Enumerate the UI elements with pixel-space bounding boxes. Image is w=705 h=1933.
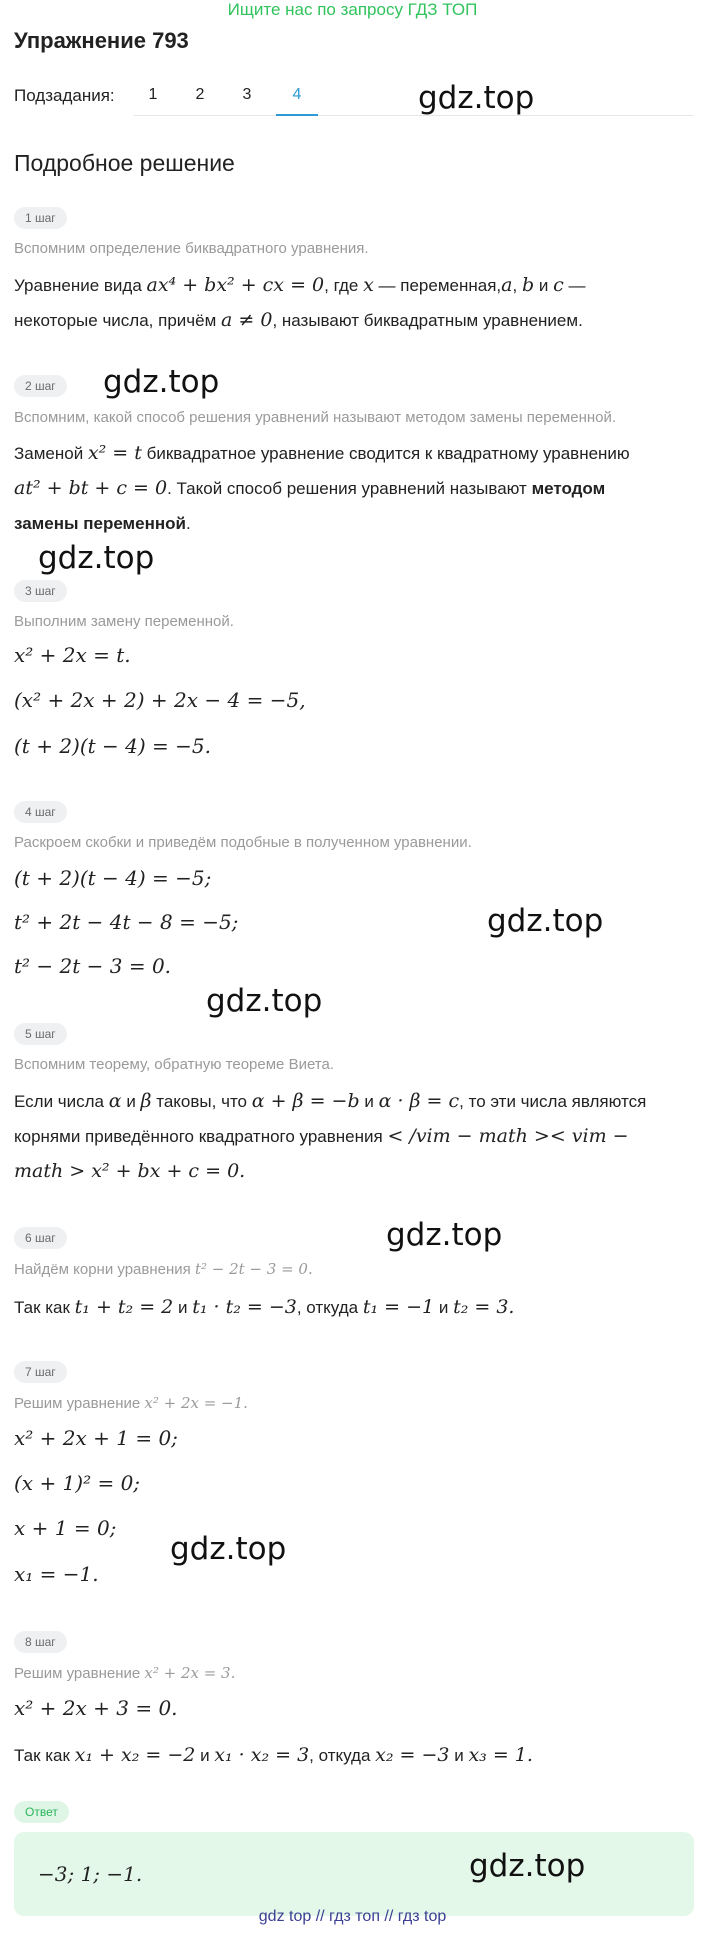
watermark: gdz.top [386,1217,503,1253]
watermark: gdz.top [103,364,220,400]
equation: x + 1 = 0; [14,1516,117,1540]
step-text: Если числа α и β таковы, что α + β = −b и α · β = c, то эти числа являются корнями приведённого квадратного уравнения < /vim − math >< vim − math > x² + bx + c = 0. [14,1090,647,1182]
step-description: Найдём корни уравнения t² − 2t − 3 = 0. [14,1260,313,1278]
step-badge: 6 шаг [14,1227,67,1249]
solution-heading: Подробное решение [14,150,235,176]
equation: t² − 2t − 3 = 0. [14,954,172,978]
subtasks-label: Подзадания: [14,86,115,105]
equation: (x² + 2x + 2) + 2x − 4 = −5, [14,688,306,712]
page-title: Упражнение 793 [14,28,189,53]
step-text: Так как t₁ + t₂ = 2 и t₁ · t₂ = −3, откуда t₁ = −1 и t₂ = 3. [14,1296,515,1318]
equation: t² + 2t − 4t − 8 = −5; [14,910,239,934]
tab-subtask-2[interactable]: 2 [195,86,205,103]
tab-subtask-3[interactable]: 3 [242,86,252,103]
equation: (t + 2)(t − 4) = −5. [14,734,211,758]
equation: x² + 2x + 1 = 0; [14,1426,178,1450]
step-badge: 8 шаг [14,1631,67,1653]
promo-banner[interactable]: Ищите нас по запросу ГДЗ ТОП [227,0,478,19]
subtasks-nav [14,86,694,116]
watermark: gdz.top [487,903,604,939]
tab-subtask-1[interactable]: 1 [148,86,158,103]
equation: x₁ = −1. [14,1562,99,1586]
equation: (x + 1)² = 0; [14,1471,141,1495]
step-badge: 3 шаг [14,580,67,602]
step-description: Решим уравнение x² + 2x = 3. [14,1664,236,1682]
watermark: gdz.top [418,80,535,116]
step-description: Выполним замену переменной. [14,613,234,630]
answer-value: −3; 1; −1. [38,1862,143,1886]
equation: (t + 2)(t − 4) = −5; [14,866,212,890]
watermark: gdz.top [206,983,323,1019]
step-description: Раскроем скобки и приведём подобные в полученном уравнении. [14,834,472,851]
footer-links[interactable]: gdz top // гдз топ // гдз top [258,1908,447,1925]
equation: x² + 2x = t. [14,643,131,667]
equation: x² + 2x + 3 = 0. [14,1696,178,1720]
watermark: gdz.top [38,540,155,576]
step-text: Уравнение вида ax⁴ + bx² + cx = 0, где x — переменная,a, b и c — некоторые числа, причём a ≠ 0, называют биквадратным уравнением. [14,274,586,331]
step-description: Вспомним определение биквадратного уравнения. [14,240,369,257]
step-description: Решим уравнение x² + 2x = −1. [14,1394,248,1412]
step-text: Заменой x² = t биквадратное уравнение сводится к квадратному уравнению at² + bt + c = 0. Такой способ решения уравнений называют методом замены переменной. [14,442,630,533]
tab-subtask-4[interactable]: 4 [292,86,302,103]
step-description: Вспомним теорему, обратную теореме Виета. [14,1056,335,1073]
step-text: Так как x₁ + x₂ = −2 и x₁ · x₂ = 3, откуда x₂ = −3 и x₃ = 1. [14,1744,533,1766]
step-badge: 4 шаг [14,801,67,823]
watermark: gdz.top [170,1531,287,1567]
active-tab-indicator [276,114,318,116]
tabs-divider [134,115,694,116]
step-badge: 7 шаг [14,1361,67,1383]
answer-box [14,1832,694,1916]
step-badge: 5 шаг [14,1023,67,1045]
answer-badge: Ответ [14,1801,69,1823]
step-description: Вспомним, какой способ решения уравнений называют методом замены переменной. [14,409,617,426]
step-badge: 2 шаг [14,375,67,397]
step-badge: 1 шаг [14,207,67,229]
watermark: gdz.top [469,1848,586,1884]
